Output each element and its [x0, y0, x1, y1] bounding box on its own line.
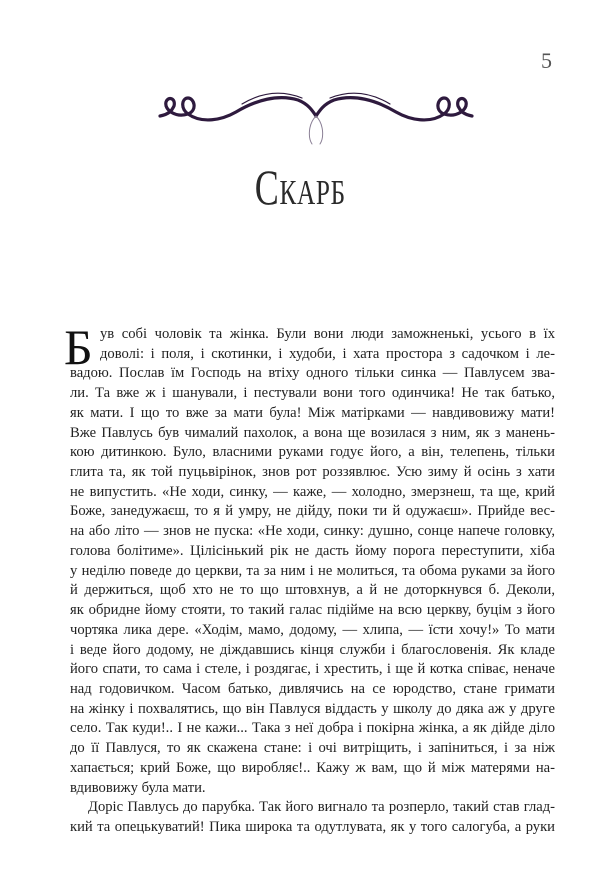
text-line: Доріс Павлусь до парубка. Так його вигнало та розперло, такий став глад- — [88, 799, 555, 816]
text-line: ув собі чоловік та жінка. Були вони люди заможненькі, усього в їх — [100, 326, 555, 342]
drop-cap: Б — [64, 319, 93, 375]
text-line: його спати, то сама і стеле, і роздягає, і хрестить, і ще й котка співає, неначе — [70, 661, 555, 678]
text-line: глита та, як той пуцьвірінок, знов рот роззявлює. Усю зиму й осінь з хати — [70, 464, 555, 481]
text-line: вдивовижу була мати. — [70, 779, 206, 796]
text-line: Боже, занедужаєш, то я й умру, не дійду, поки ти й одужаєш». Прийде вес- — [70, 503, 555, 520]
body-text — [64, 319, 555, 838]
text-line: чортяка лика дере. «Ходім, мамо, додому, — хлипа, — їсти хочу!» То мати — [70, 621, 555, 638]
flourish-ornament-icon — [158, 84, 474, 146]
text-line: над годовичком. Часом батько, дивлячись на се юродство, стане гримати — [70, 680, 555, 697]
text-line: кою дитинкою. Було, власними руками годує його, а він, телепень, тільки — [70, 444, 555, 461]
page-number: 5 — [541, 48, 552, 73]
text-line: не випустить. «Не ходи, синку, — каже, — холодно, змерзнеш, та ще, крий — [70, 483, 555, 500]
text-line: вадою. Послав їм Господь на втіху одного тільки синка — Павлусем зва- — [70, 365, 555, 382]
text-line: і веде його додому, не діждавшись кінця служби і благословенія. Як кладе — [70, 641, 555, 658]
text-line: як мати. І що то вже за мати була! Між матірками — навдивовижу мати! — [70, 404, 555, 421]
text-line: голова болітиме». Цілісінький рік не дасть йому порога переступити, хіба — [70, 542, 555, 559]
text-line: село. Так куди!.. І не кажи... Така з неї добра і покірна жінка, а як дійде діло — [70, 720, 555, 737]
text-line: до її Павлуся, то як скажена стане: і очі витріщить, і запіниться, і за ніж — [70, 740, 555, 757]
text-line: Вже Павлусь був чималий пахолок, а вона ще возилася з ним, як з манень- — [70, 424, 555, 441]
text-line: кий та опецькуватий! Пика широка та одутлувата, як у того салогуба, а руки — [70, 818, 555, 835]
text-line: у неділю поведе до церкви, та за ним і не молиться, та обома руками за його — [70, 562, 555, 579]
text-line: на жінку і похвалятись, що він Павлуся віддасть у школу до дяка аж у друге — [70, 700, 555, 717]
text-line: й держиться, щоб хто не то що штовхнув, а й не доторкнувся б. Деколи, — [70, 582, 555, 599]
text-line: як обридне йому стояти, то такий галас підійме на всю церкву, буцім з його — [70, 602, 555, 619]
text-line: на або літо — знов не пуска: «Не ходи, синку: душно, сонце напече головку, — [70, 523, 555, 540]
text-line: хапається; крий Боже, що виробляє!.. Кажу ж вам, що й між матерями на- — [70, 759, 555, 776]
chapter-title-wrap — [0, 158, 600, 216]
chapter-title: Скарб — [254, 159, 346, 215]
text-line: ли. Та вже ж і шанували, і пестували вони того одинчика! Не так батько, — [70, 385, 555, 402]
text-line: доволі: і поля, і скотинки, і худоби, і хата простора з садочком і ле- — [100, 345, 555, 362]
